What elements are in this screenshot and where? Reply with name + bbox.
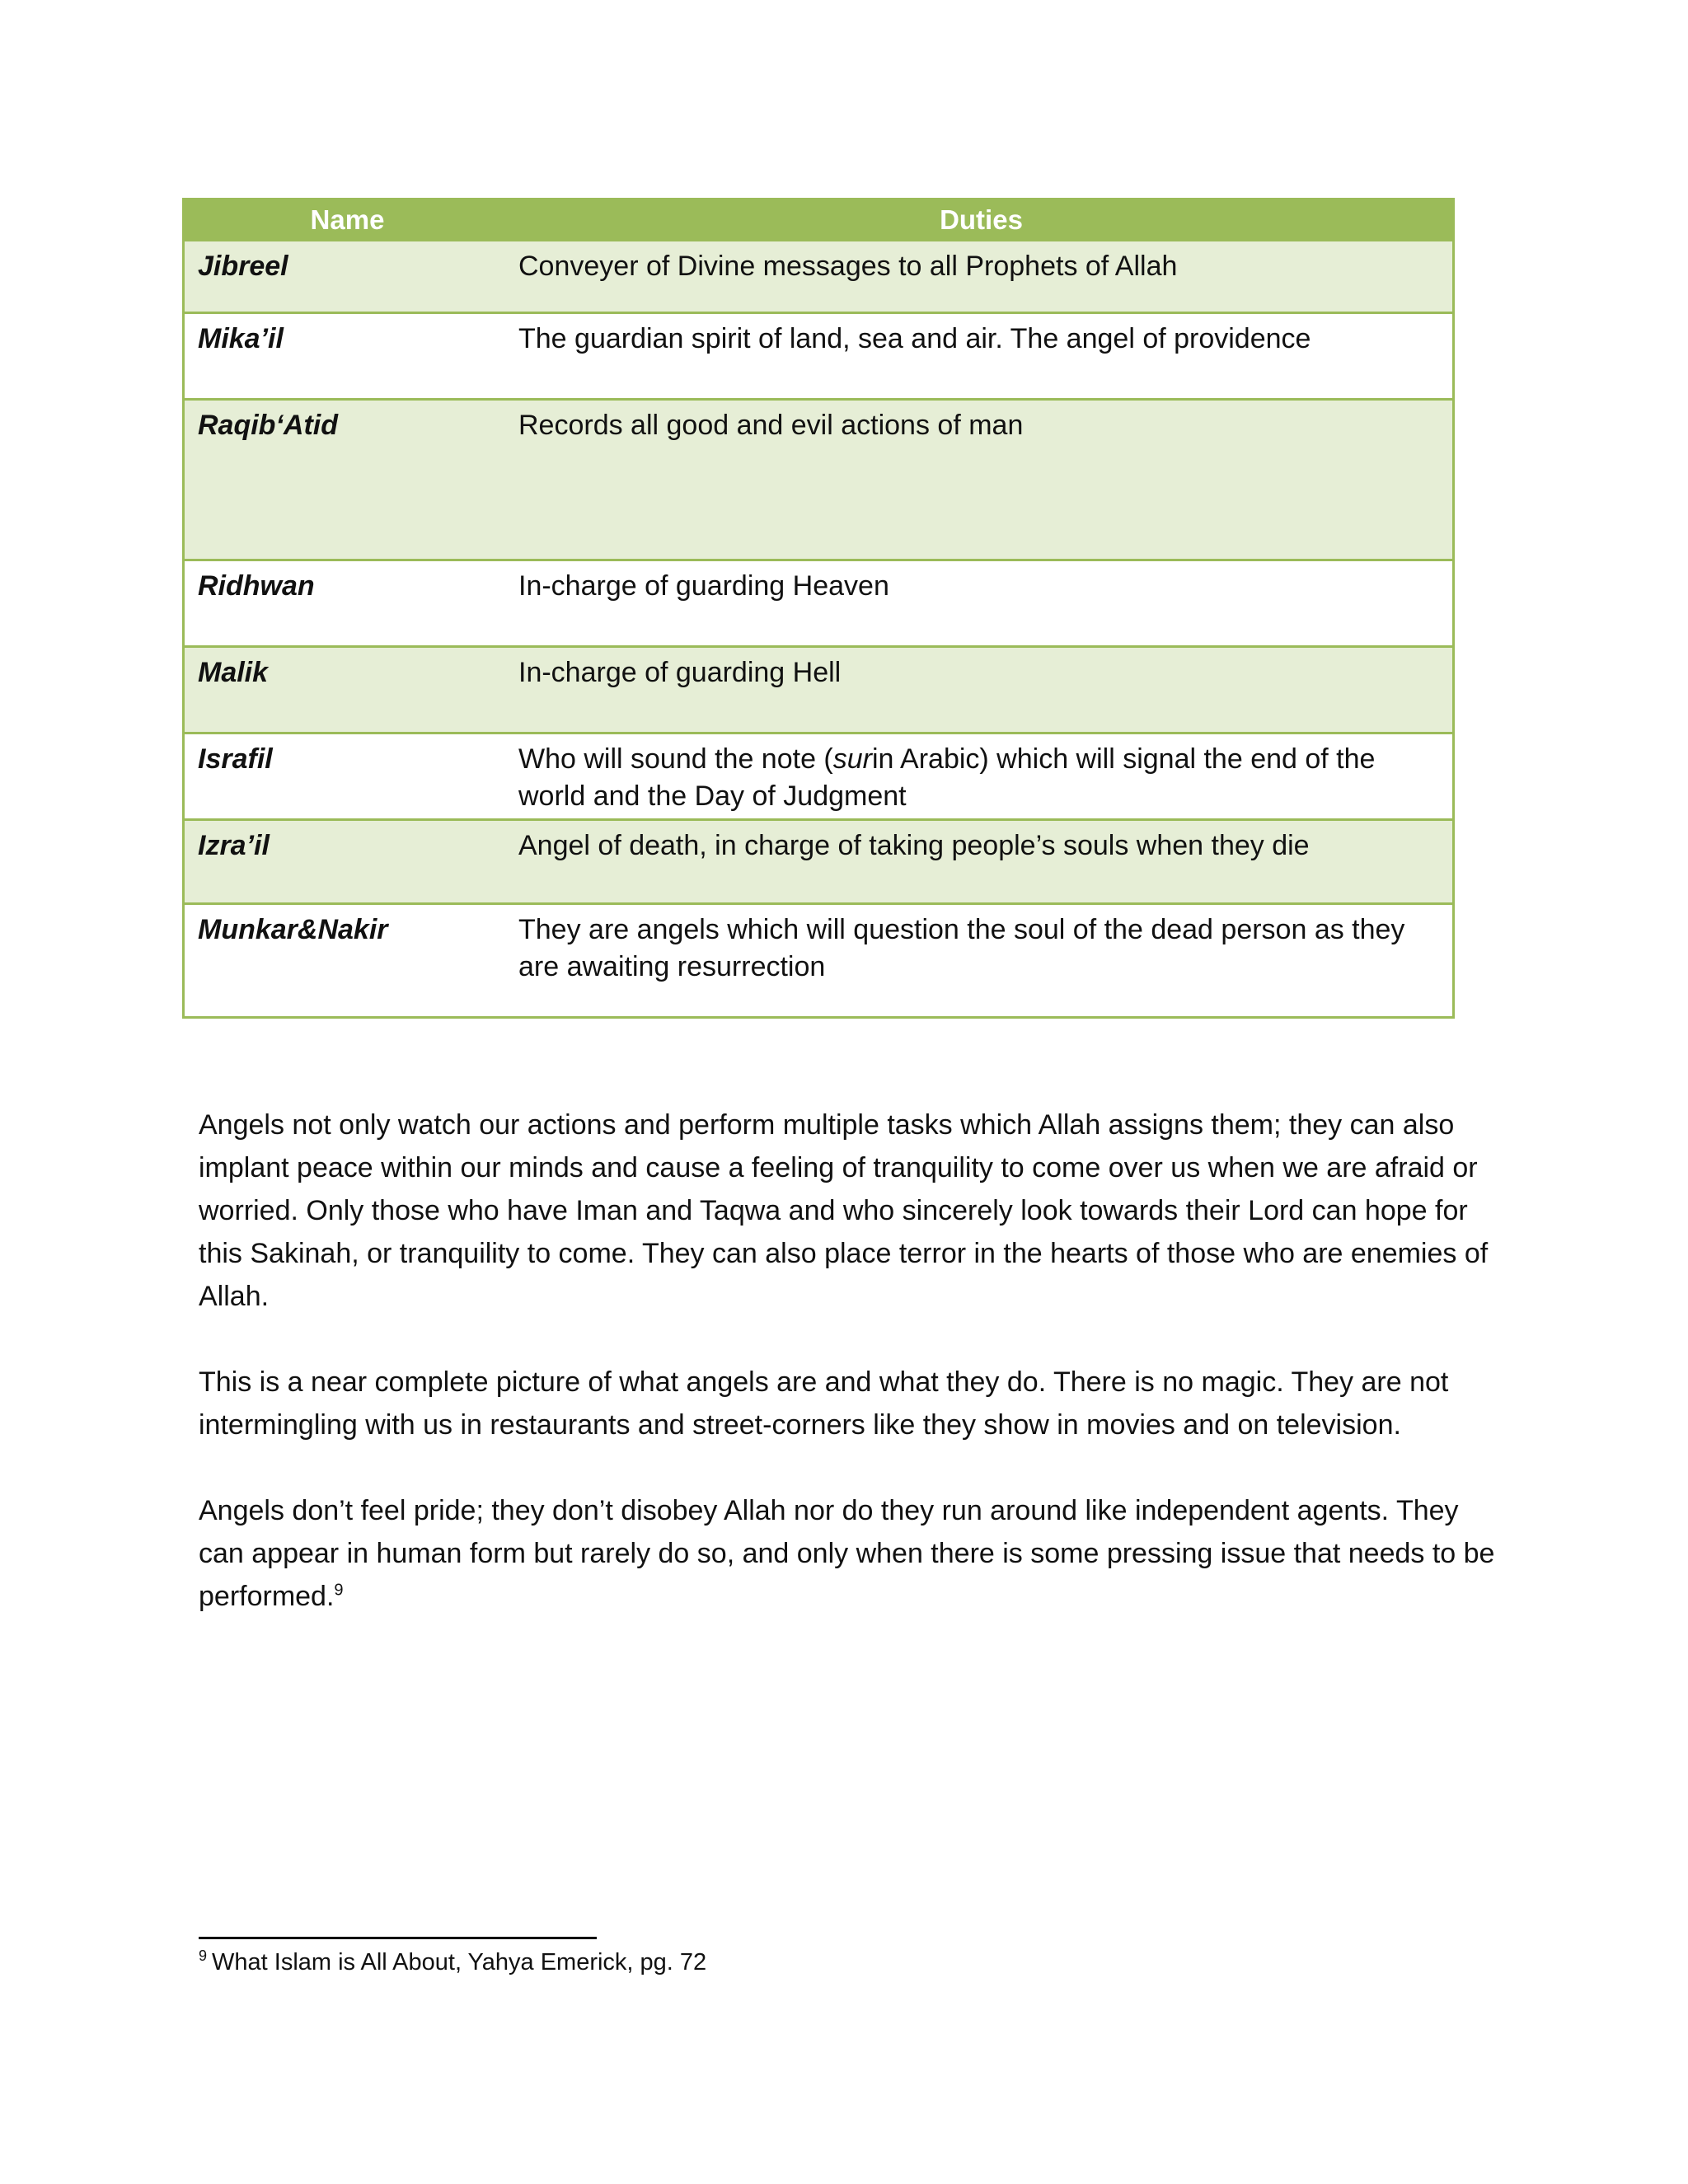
paragraph-tranquility: Angels not only watch our actions and perform multiple tasks which Allah assigns them; they can also implant peace within our minds and cause a feeling of tranquility to come over us when we are afraid or worried. Only those who have Iman and Taqwa and who sincerely look towards their Lord can hope for this Sakinah, or tranquility to come. They can also place terror in the hearts of those who are enemies of Allah. <box>199 1109 1489 1312</box>
angel-name: Izra’il <box>184 820 511 904</box>
footnote <box>199 1949 706 1976</box>
duty-italic-term: sur <box>832 743 872 775</box>
header-name: Name <box>184 199 511 241</box>
table-row <box>184 313 1454 400</box>
paragraph-text: Angels don’t feel pride; they don’t disobey Allah nor do they run around like independent agents. They can appear in human form but rarely do so, and only when there is some pressing issue that needs to be performed. <box>199 1495 1495 1612</box>
table-row <box>184 904 1454 1018</box>
table-row <box>184 560 1454 647</box>
angel-duty: In-charge of guarding Hell <box>510 647 1454 733</box>
angel-name: Raqib‘Atid <box>184 400 511 560</box>
header-duties: Duties <box>510 199 1454 241</box>
footnote-text: What Islam is All About, Yahya Emerick, pg. 72 <box>212 1949 707 1975</box>
angel-name: Munkar&Nakir <box>184 904 511 1018</box>
angel-duty: Conveyer of Divine messages to all Prophets of Allah <box>510 241 1454 313</box>
footnote-number: 9 <box>199 1947 208 1965</box>
angel-duty: They are angels which will question the soul of the dead person as they are awaiting resurrection <box>510 904 1454 1018</box>
angel-duty: Angel of death, in charge of taking people’s souls when they die <box>510 820 1454 904</box>
table-row <box>184 733 1454 820</box>
angel-name: Ridhwan <box>184 560 511 647</box>
duty-text: Who will sound the note ( <box>518 743 833 775</box>
angels-table <box>182 198 1455 1019</box>
paragraph-pride <box>199 1489 1501 1618</box>
table-row <box>184 820 1454 904</box>
table-row <box>184 647 1454 733</box>
table-row <box>184 241 1454 313</box>
footnote-divider <box>199 1937 597 1939</box>
angel-name: Israfil <box>184 733 511 820</box>
angel-duty: Records all good and evil actions of man <box>510 400 1454 560</box>
angel-duty: The guardian spirit of land, sea and air. The angel of providence <box>510 313 1454 400</box>
duty-text: in Arabic) which will signal the end of the world and the Day of Judgment <box>518 743 1376 812</box>
paragraph-picture: This is a near complete picture of what angels are and what they do. There is no magic. They are not intermingling with us in restaurants and street-corners like they show in movies and on television. <box>199 1366 1449 1441</box>
angel-duty <box>510 733 1454 820</box>
angel-name: Jibreel <box>184 241 511 313</box>
angel-name: Malik <box>184 647 511 733</box>
angel-duty: In-charge of guarding Heaven <box>510 560 1454 647</box>
table-header-row <box>184 199 1454 241</box>
angel-name: Mika’il <box>184 313 511 400</box>
footnote-reference[interactable]: 9 <box>334 1581 344 1600</box>
table-row <box>184 400 1454 560</box>
